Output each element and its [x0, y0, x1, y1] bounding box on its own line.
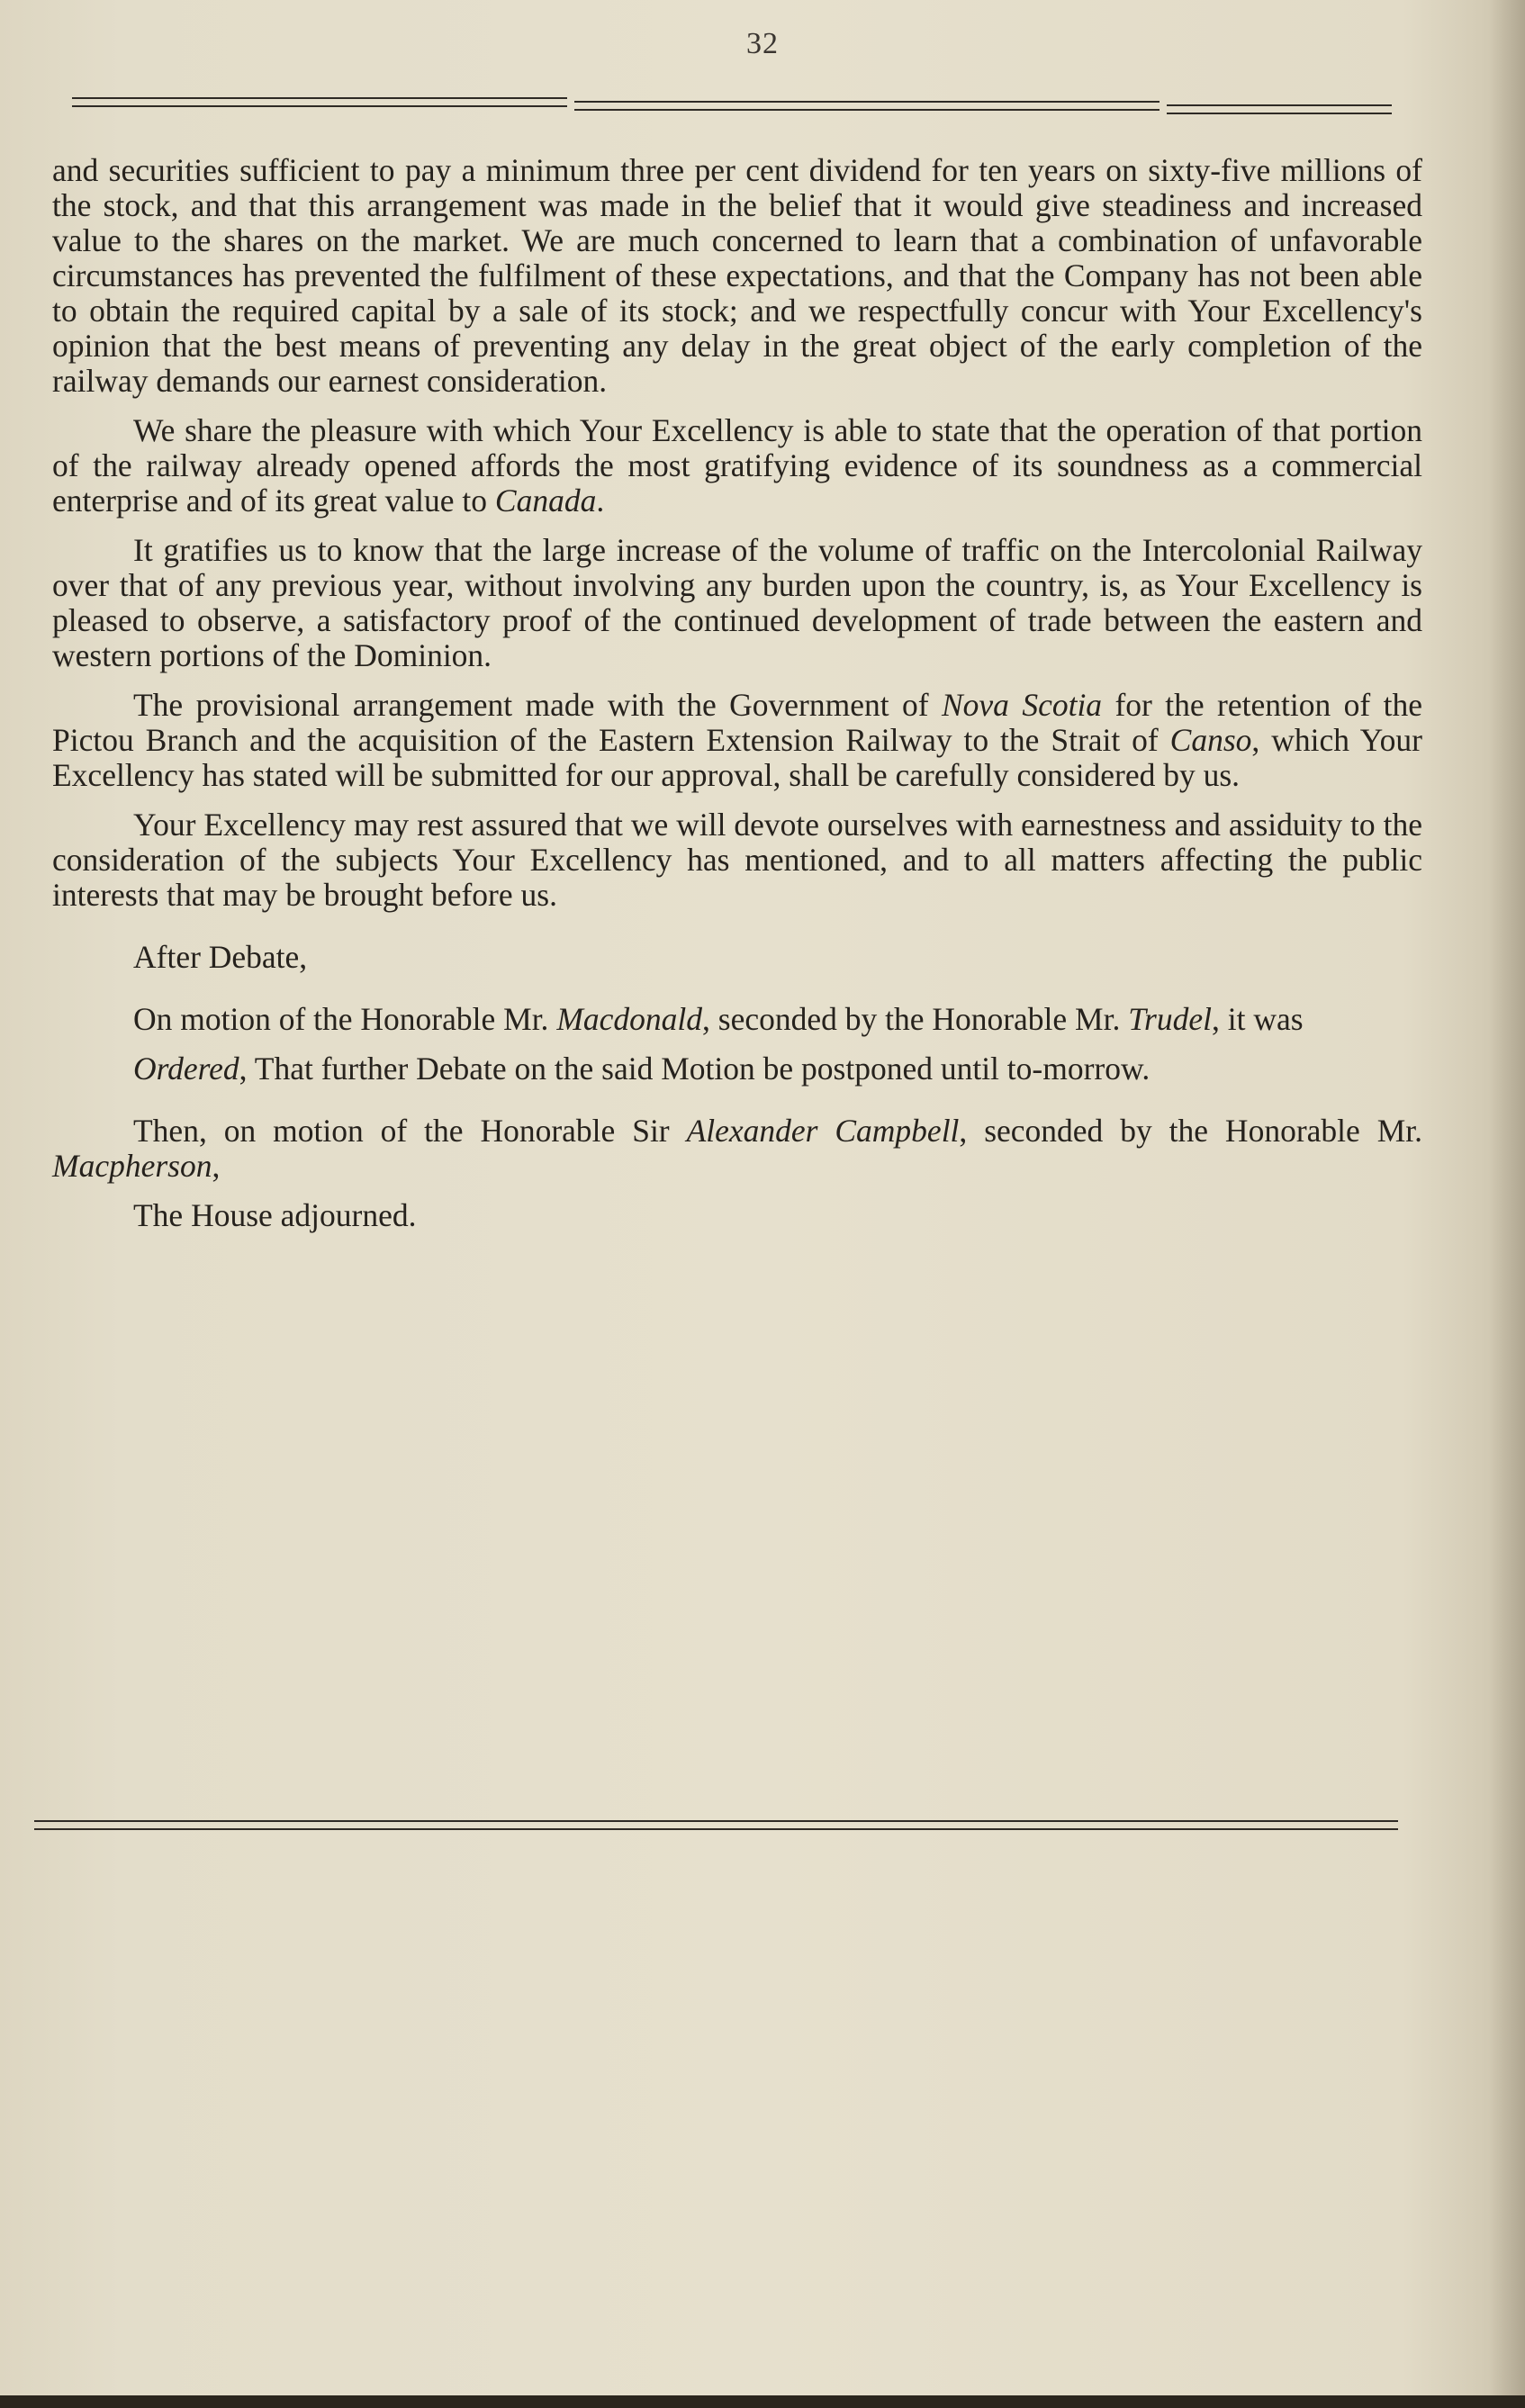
paragraph-ordered: [52, 1051, 1422, 1087]
person-name-trudel: Trudel: [1128, 1001, 1212, 1037]
paragraph-motion: [52, 1002, 1422, 1037]
paragraph-text: , it was: [1211, 1001, 1304, 1037]
header-rule-left: [72, 97, 567, 107]
paragraph-text: The provisional arrangement made with the Government of: [133, 687, 942, 723]
document-body: [52, 153, 1422, 1248]
person-name-macdonald: Macdonald: [556, 1001, 703, 1037]
paragraph-securities: and securities sufficient to pay a minimum three per cent dividend for ten years on sixty-five millions of the stock, and that this arrangement was made in the belief that it would give steadiness and increased value to the shares on the market. We are much concerned to learn that a combination of unfavorable circumstances has prevented the fulfilment of these expectations, and that the Company has not been able to obtain the required capital by a sale of its stock; and we respectfully concur with Your Excellency's opinion that the best means of preventing any delay in the great object of the early completion of the railway demands our earnest consideration.: [52, 152, 1422, 399]
paragraph-text: , seconded by the Honorable Mr.: [959, 1113, 1422, 1149]
header-rule-right: [1167, 104, 1392, 114]
paragraph-text: Then, on motion of the Honorable Sir: [133, 1113, 687, 1149]
page-bottom-edge: [0, 2395, 1525, 2408]
person-name-campbell: Alexander Campbell: [686, 1113, 960, 1149]
paragraph-text: , seconded by the Honorable Mr.: [702, 1001, 1129, 1037]
paragraph-text: , which Your Excellency has stated will be submitted for our approval, shall be carefully considered by us.: [52, 722, 1422, 793]
place-name-canso: Canso: [1169, 722, 1252, 758]
page-number: 32: [746, 27, 779, 60]
paragraph-text: ,: [212, 1148, 221, 1184]
paragraph-text: , That further Debate on the said Motion be postponed until to-morrow.: [239, 1051, 1151, 1087]
paragraph-railway-operation: [52, 413, 1422, 519]
paragraph-pictou-branch: [52, 688, 1422, 793]
person-name-macpherson: Macpherson: [52, 1148, 212, 1184]
paragraph-text: We share the pleasure with which Your Excellency is able to state that the operation of that portion of the railway already opened affords the most gratifying evidence of its soundness as a commercial enterprise and of its great value to: [52, 412, 1422, 519]
place-name-nova-scotia: Nova Scotia: [941, 687, 1103, 723]
place-name-canada: Canada: [494, 483, 597, 519]
paragraph-text: On motion of the Honorable Mr.: [133, 1001, 557, 1037]
paragraph-after-debate: After Debate,: [133, 939, 308, 975]
paragraph-intercolonial: It gratifies us to know that the large increase of the volume of traffic on the Intercolonial Railway over that of any previous year, without involving any burden upon the country, is, as Your Excellency is pleased to observe, a satisfactory proof of the continued development of trade between the eastern and western portions of the Dominion.: [52, 532, 1422, 673]
binding-shadow: [1489, 0, 1525, 2408]
paragraph-text: for the retention of the Pictou Branch and the acquisition of the Eastern Extension Railway to the Strait of: [52, 687, 1422, 758]
paragraph-text: .: [596, 483, 605, 519]
paragraph-adjourn-motion: [52, 1114, 1422, 1184]
ordered-label: Ordered: [133, 1051, 239, 1087]
header-rule-center: [574, 101, 1160, 111]
paragraph-assurance: Your Excellency may rest assured that we will devote ourselves with earnestness and assiduity to the consideration of the subjects Your Excellency has mentioned, and to all matters affecting the public interests that may be brought before us.: [52, 807, 1422, 913]
paragraph-adjourned: The House adjourned.: [133, 1197, 417, 1233]
footer-rule: [34, 1820, 1398, 1830]
